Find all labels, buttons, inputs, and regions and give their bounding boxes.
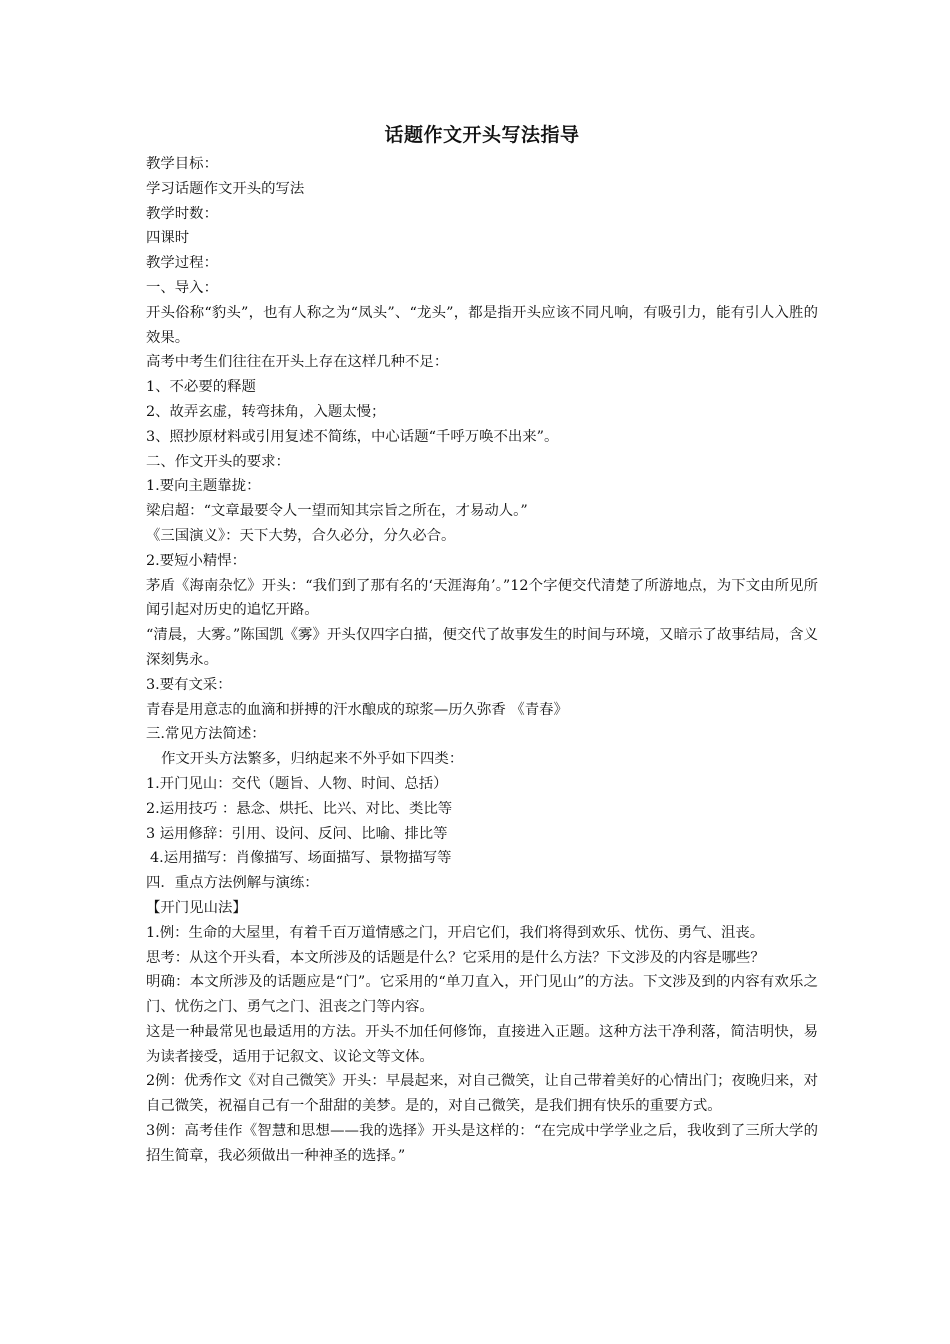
paragraph-youth-example: 青春是用意志的血滴和拼搏的汗水酿成的琼浆—历久弥香 《青春》 — [146, 701, 568, 718]
paragraph-mao-dun-example: 茅盾《海南杂忆》开头：“我们到了那有名的‘天涯海角’。”12个字便交代清楚了所游地点，为下文由所见所闻引起对历史的追忆开路。 — [146, 577, 818, 619]
list-item-shortcoming-2: 2、故弄玄虚，转弯抹角，入题太慢； — [146, 403, 386, 420]
list-item-shortcoming-1: 1、不必要的释题 — [146, 379, 256, 396]
section-heading-requirements: 二、作文开头的要求： — [146, 453, 290, 470]
list-item-method-1: 1.开门见山：交代（题旨、人物、时间、总括） — [146, 775, 448, 792]
subheading-requirement-2: 2.要短小精悍： — [146, 552, 247, 569]
section-heading-intro: 一、导入： — [146, 279, 218, 296]
subheading-requirement-3: 3.要有文采： — [146, 676, 232, 693]
paragraph-example-3: 3例：高考佳作《智慧和思想——我的选择》开头是这样的：“在完成中学学业之后，我收到了三所大学的招生简章，我必须做出一种神圣的选择。” — [146, 1123, 818, 1164]
section-heading-key-methods: 四．重点方法例解与演练： — [146, 875, 319, 892]
section-heading-methods: 三.常见方法简述： — [146, 726, 266, 743]
paragraph-intro: 开头俗称“豹头”，也有人称之为“凤头”、“龙头”，都是指开头应该不同凡响，有吸引力，能有引人入胜的效果。 — [146, 304, 818, 346]
document-page — [146, 122, 818, 1169]
list-item-method-2: 2.运用技巧 ：悬念、烘托、比兴、对比、类比等 — [146, 800, 453, 817]
quote-three-kingdoms: 《三国演义》：天下大势，合久必分，分久必合。 — [146, 527, 456, 544]
paragraph-teaching-hours-label: 教学时数： — [146, 205, 218, 222]
paragraph-shortcomings: 高考中考生们往往在开头上存在这样几种不足： — [146, 354, 449, 371]
document-body — [146, 152, 818, 1169]
paragraph-teaching-process-label: 教学过程： — [146, 255, 218, 272]
list-item-shortcoming-3: 3、照抄原材料或引用复述不简练，中心话题“千呼万唤不出来”。 — [146, 428, 559, 445]
paragraph-teaching-goal-label: 教学目标： — [146, 156, 218, 172]
document-title: 话题作文开头写法指导 — [384, 124, 580, 146]
paragraph-methods-summary: 作文开头方法繁多，归纳起来不外乎如下四类： — [161, 751, 464, 768]
paragraph-example-2: 2例：优秀作文《对自己微笑》开头：早晨起来，对自己微笑，让自己带着美好的心情出门；夜晚归来，对自己微笑，祝福自己有一个甜甜的美梦。是的，对自己微笑，是我们拥有快乐的重要方式。 — [146, 1073, 818, 1115]
subheading-direct-method: 【开门见山法】 — [146, 899, 247, 916]
list-item-method-4: 4.运用描写：肖像描写、场面描写、景物描写等 — [150, 850, 452, 867]
quote-liang-qichao: 梁启超：“文章最要令人一望而知其宗旨之所在，才易动人。” — [146, 503, 528, 520]
paragraph-chen-guokai-example: “清晨，大雾。”陈国凯《雾》开头仅四字白描，便交代了故事发生的时间与环境，又暗示了故事结局，含义深刻隽永。 — [146, 627, 818, 668]
paragraph-method-explanation: 这是一种最常见也最适用的方法。开头不加任何修饰，直接进入正题。这种方法干净利落，简洁明快，易为读者接受，适用于记叙文、议论文等文体。 — [146, 1023, 818, 1065]
paragraph-teaching-hours: 四课时 — [146, 230, 190, 247]
paragraph-example-1: 1.例：生命的大屋里，有着千百万道情感之门，开启它们，我们将得到欢乐、忧伤、勇气、沮丧。 — [146, 924, 765, 941]
paragraph-teaching-goal: 学习话题作文开头的写法 — [146, 180, 305, 197]
paragraph-think-question: 思考：从这个开头看，本文所涉及的话题是什么？它采用的是什么方法？下文涉及的内容是哪些？ — [146, 949, 765, 966]
paragraph-clarification: 明确：本文所涉及的话题应是“门”。它采用的“单刀直入，开门见山”的方法。下文涉及到的内容有欢乐之门、忧伤之门、勇气之门、沮丧之门等内容。 — [146, 974, 818, 1016]
subheading-requirement-1: 1.要向主题靠拢： — [146, 478, 261, 495]
list-item-method-3: 3 运用修辞：引用、设问、反问、比喻、排比等 — [146, 825, 448, 842]
